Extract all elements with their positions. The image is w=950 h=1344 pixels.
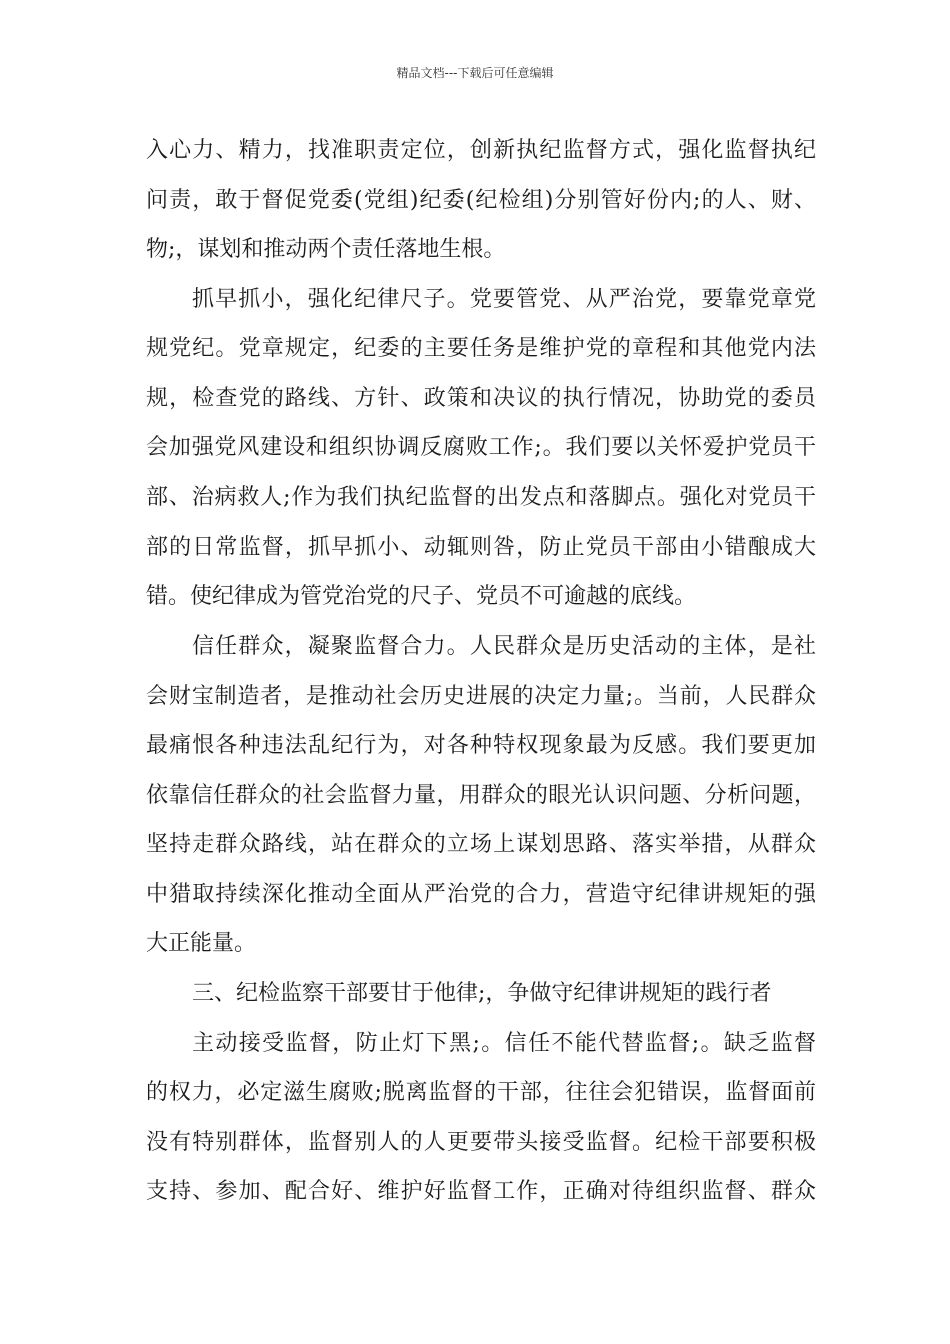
text-line: 的权力，必定滋生腐败;脱离监督的干部，往往会犯错误，监督面前 [146,1080,816,1105]
text-line: 错。使纪律成为管党治党的尺子、党员不可逾越的底线。 [146,584,697,609]
text-line: 最痛恨各种违法乱纪行为，对各种特权现象最为反感。我们要更加 [146,733,816,758]
text-line: 三、纪检监察干部要甘于他律;，争做守纪律讲规矩的践行者 [192,981,772,1006]
text-line: 依靠信任群众的社会监督力量，用群众的眼光认识问题、分析问题， [146,783,816,808]
text-line: 没有特别群体，监督别人的人更要带头接受监督。纪检干部要积极 [146,1130,816,1155]
text-line: 问责，敢于督促党委(党组)纪委(纪检组)分别管好份内;的人、财、 [146,188,816,213]
page-header: 精品文档---下载后可任意编辑 [396,66,554,80]
text-line: 大正能量。 [146,931,257,956]
text-line: 部的日常监督，抓早抓小、动辄则咎，防止党员干部由小错酿成大 [146,535,816,560]
text-line: 支持、参加、配合好、维护好监督工作，正确对待组织监督、群众 [146,1179,816,1204]
text-line: 物;，谋划和推动两个责任落地生根。 [146,237,506,262]
text-line: 坚持走群众路线，站在群众的立场上谋划思路、落实举措，从群众 [146,832,816,857]
text-line: 会财宝制造者，是推动社会历史进展的决定力量;。当前，人民群众 [146,684,816,709]
text-line: 主动接受监督，防止灯下黑;。信任不能代替监督;。缺乏监督 [192,1031,816,1056]
text-line: 会加强党风建设和组织协调反腐败工作;。我们要以关怀爱护党员干 [146,435,816,460]
text-line: 信任群众，凝聚监督合力。人民群众是历史活动的主体，是社 [192,634,816,659]
text-line: 部、治病救人;作为我们执纪监督的出发点和落脚点。强化对党员干 [146,485,816,510]
text-line: 入心力、精力，找准职责定位，创新执纪监督方式，强化监督执纪 [146,138,816,163]
text-line: 规，检查党的路线、方针、政策和决议的执行情况，协助党的委员 [146,386,816,411]
text-line: 中猎取持续深化推动全面从严治党的合力，营造守纪律讲规矩的强 [146,882,816,907]
text-line: 规党纪。党章规定，纪委的主要任务是维护党的章程和其他党内法 [146,336,816,361]
text-line: 抓早抓小，强化纪律尺子。党要管党、从严治党，要靠党章党 [192,287,816,312]
